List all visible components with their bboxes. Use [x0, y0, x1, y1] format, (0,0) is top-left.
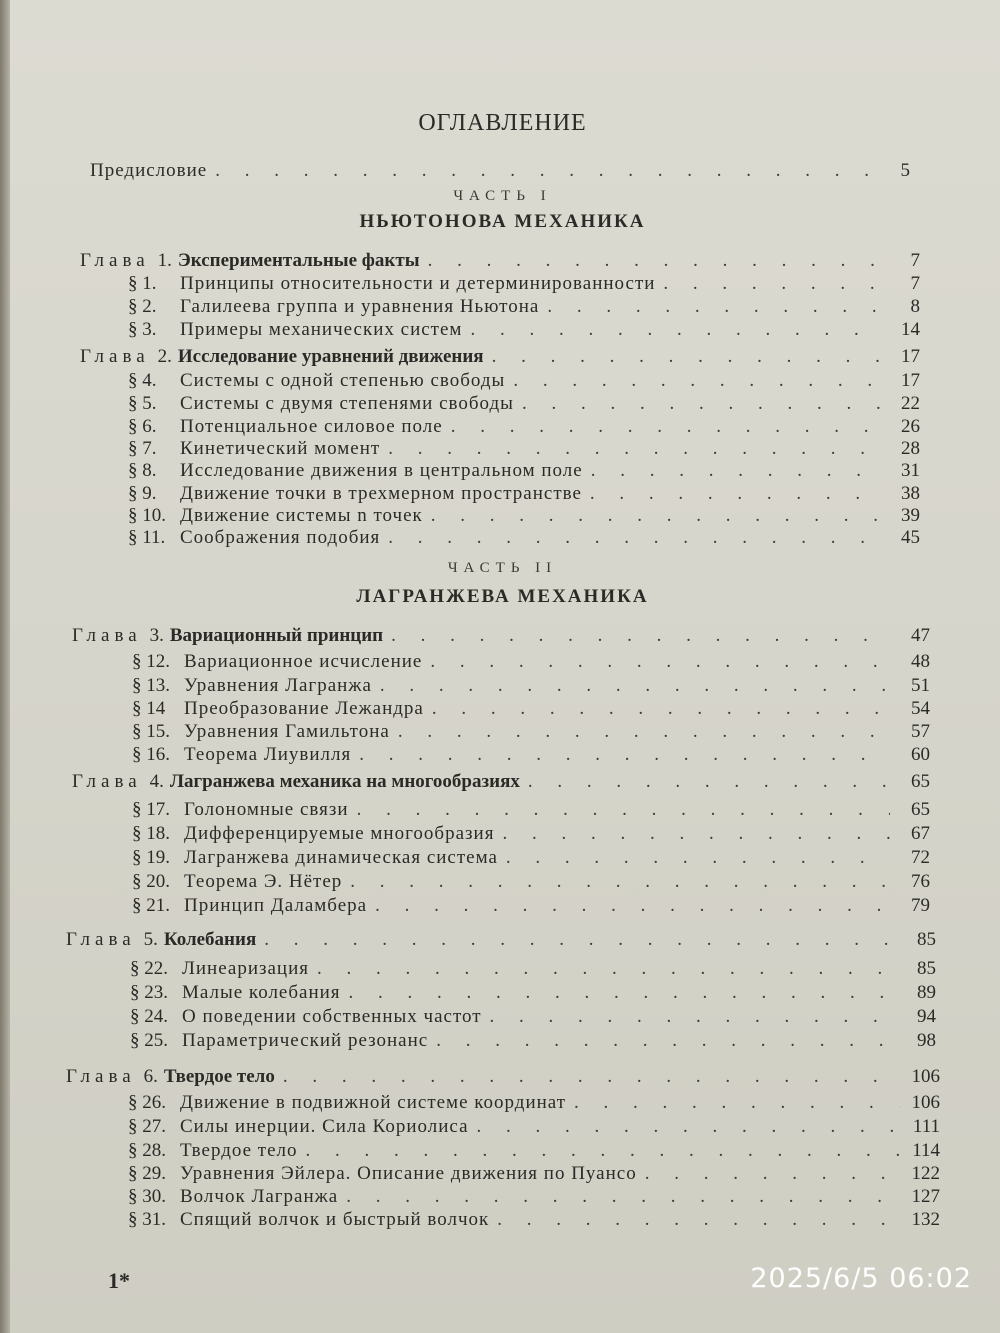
- section-title: Движение системы n точек: [180, 505, 423, 526]
- dot-leader: [215, 160, 870, 182]
- section-row: [132, 871, 930, 893]
- dot-leader: [547, 296, 880, 318]
- chapter-word: Глава: [72, 771, 142, 792]
- section-row: [128, 370, 920, 392]
- chapter-number: 2.: [157, 346, 172, 367]
- page-number: 106: [911, 1092, 940, 1113]
- section-number: § 18.: [132, 823, 170, 844]
- section-number: § 25.: [130, 1030, 168, 1051]
- chapter-word: Глава: [72, 625, 142, 646]
- section-number: § 29.: [128, 1163, 166, 1184]
- section-row: [128, 483, 920, 505]
- section-number: § 2.: [128, 296, 157, 317]
- dot-leader: [431, 505, 880, 527]
- page-number: 122: [911, 1163, 940, 1184]
- section-title: Движение в подвижной системе координат: [180, 1092, 567, 1113]
- section-row: [128, 460, 920, 482]
- chapter-row: [80, 346, 920, 368]
- dot-leader: [492, 346, 880, 368]
- dot-leader: [317, 958, 896, 980]
- chapter-row: [66, 1066, 940, 1088]
- section-row: [132, 721, 930, 743]
- section-title: Голономные связи: [184, 799, 349, 820]
- section-row: [128, 393, 920, 415]
- photo-timestamp: 2025/6/5 06:02: [750, 1263, 972, 1294]
- section-title: Кинетический момент: [180, 438, 381, 459]
- dot-leader: [398, 721, 890, 743]
- section-number: § 1.: [128, 273, 157, 294]
- section-number: § 4.: [128, 370, 157, 391]
- dot-leader: [590, 483, 880, 505]
- section-row: [128, 438, 920, 460]
- section-title: Теорема Лиувилля: [184, 744, 352, 765]
- page-number: 98: [917, 1030, 936, 1051]
- page-number: 57: [911, 721, 930, 742]
- section-title: Исследование движения в центральном поле: [180, 460, 583, 481]
- page-number: 8: [910, 296, 920, 317]
- dot-leader: [350, 871, 890, 893]
- preface-label: Предисловие: [90, 160, 208, 181]
- section-title: О поведении собственных частот: [182, 1006, 482, 1027]
- section-title: Системы с двумя степенями свободы: [180, 393, 514, 414]
- page-number: 14: [901, 319, 920, 340]
- dot-leader: [359, 744, 890, 766]
- section-number: § 14: [132, 698, 166, 719]
- chapter-word: Глава: [66, 1066, 136, 1087]
- section-row: [128, 1116, 940, 1138]
- section-title: Твердое тело: [180, 1140, 298, 1161]
- section-number: § 12.: [132, 651, 170, 672]
- chapter-row: [66, 929, 936, 951]
- chapter-number: 4.: [149, 771, 164, 792]
- section-row: [132, 698, 930, 720]
- chapter-word: Глава: [66, 929, 136, 950]
- section-number: § 21.: [132, 895, 170, 916]
- dot-leader: [380, 675, 890, 697]
- chapter-title: Колебания: [163, 929, 257, 950]
- chapter-number: 5.: [143, 929, 158, 950]
- preface-row: [90, 160, 910, 182]
- page-number: 26: [901, 416, 920, 437]
- section-row: [132, 895, 930, 917]
- section-title: Уравнения Гамильтона: [184, 721, 390, 742]
- section-title: Принцип Даламбера: [184, 895, 368, 916]
- chapter-row: [72, 625, 930, 647]
- page-number: 106: [911, 1066, 940, 1087]
- chapter-row: [80, 250, 920, 272]
- dot-leader: [346, 1186, 900, 1208]
- page-number: 85: [917, 958, 936, 979]
- page-number: 31: [901, 460, 920, 481]
- section-number: § 8.: [128, 460, 157, 481]
- section-row: [132, 744, 930, 766]
- page-number: 39: [901, 505, 920, 526]
- section-row: [128, 319, 920, 341]
- section-number: § 7.: [128, 438, 157, 459]
- page-title: ОГЛАВЛЕНИЕ: [418, 110, 587, 136]
- part-name: НЬЮТОНОВА МЕХАНИКА: [359, 211, 646, 232]
- section-number: § 22.: [130, 958, 168, 979]
- dot-leader: [432, 698, 890, 720]
- section-number: § 23.: [130, 982, 168, 1003]
- section-number: § 5.: [128, 393, 157, 414]
- section-title: Теорема Э. Нётер: [184, 871, 343, 892]
- page-number: 111: [912, 1116, 940, 1137]
- dot-leader: [490, 1006, 896, 1028]
- section-row: [128, 1186, 940, 1208]
- page-left-edge: [0, 0, 10, 1333]
- page-number: 132: [911, 1209, 940, 1230]
- section-number: § 26.: [128, 1092, 166, 1113]
- section-row: [132, 847, 930, 869]
- section-title: Дифференцируемые многообразия: [184, 823, 495, 844]
- page-number: 7: [910, 273, 920, 294]
- page-number: 38: [901, 483, 920, 504]
- page-number: 65: [911, 799, 930, 820]
- dot-leader: [506, 847, 890, 869]
- section-number: § 17.: [132, 799, 170, 820]
- section-number: § 16.: [132, 744, 170, 765]
- chapter-number: 3.: [149, 625, 164, 646]
- section-row: [128, 416, 920, 438]
- section-number: § 19.: [132, 847, 170, 868]
- dot-leader: [375, 895, 890, 917]
- dot-leader: [470, 319, 880, 341]
- dot-leader: [502, 823, 890, 845]
- page-number: 51: [911, 675, 930, 696]
- page-number: 17: [901, 370, 920, 391]
- chapter-word: Глава: [80, 346, 150, 367]
- dot-leader: [591, 460, 880, 482]
- page-number: 67: [911, 823, 930, 844]
- chapter-title: Твердое тело: [163, 1066, 275, 1087]
- section-number: § 24.: [130, 1006, 168, 1027]
- dot-leader: [436, 1030, 896, 1052]
- dot-leader: [451, 416, 880, 438]
- chapter-title: Исследование уравнений движения: [177, 346, 484, 367]
- section-number: § 9.: [128, 483, 157, 504]
- section-row: [132, 675, 930, 697]
- dot-leader: [522, 393, 880, 415]
- section-row: [130, 958, 936, 980]
- page-number: 89: [917, 982, 936, 1003]
- part-label: ЧАСТЬ II: [447, 560, 558, 576]
- section-row: [128, 505, 920, 527]
- section-title: Принципы относительности и детерминированности: [180, 273, 656, 294]
- chapter-word: Глава: [80, 250, 150, 271]
- section-row: [128, 1163, 940, 1185]
- page-number: 72: [911, 847, 930, 868]
- section-title: Параметрический резонанс: [182, 1030, 429, 1051]
- dot-leader: [663, 273, 880, 295]
- section-title: Движение точки в трехмерном пространстве: [180, 483, 582, 504]
- section-title: Соображения подобия: [180, 527, 381, 548]
- dot-leader: [388, 527, 880, 549]
- dot-leader: [497, 1209, 900, 1231]
- section-row: [128, 296, 920, 318]
- page-number: 60: [911, 744, 930, 765]
- section-number: § 20.: [132, 871, 170, 892]
- part-label: ЧАСТЬ I: [453, 188, 552, 204]
- page-number: 47: [911, 625, 930, 646]
- section-row: [128, 1140, 940, 1162]
- page-number: 94: [917, 1006, 936, 1027]
- dot-leader: [513, 370, 880, 392]
- section-row: [130, 982, 936, 1004]
- section-row: [132, 823, 930, 845]
- dot-leader: [388, 438, 880, 460]
- section-title: Спящий волчок и быстрый волчок: [180, 1209, 490, 1230]
- chapter-number: 6.: [143, 1066, 158, 1087]
- page-number: 127: [911, 1186, 940, 1207]
- page-number: 76: [911, 871, 930, 892]
- chapter-title: Лагранжева механика на многообразиях: [169, 771, 520, 792]
- section-number: § 6.: [128, 416, 157, 437]
- dot-leader: [357, 799, 890, 821]
- section-title: Волчок Лагранжа: [180, 1186, 339, 1207]
- dot-leader: [264, 929, 896, 951]
- chapter-title: Экспериментальные факты: [177, 250, 420, 271]
- section-title: Системы с одной степенью свободы: [180, 370, 506, 391]
- section-number: § 27.: [128, 1116, 166, 1137]
- section-row: [128, 273, 920, 295]
- section-row: [128, 1092, 940, 1114]
- section-title: Галилеева группа и уравнения Ньютона: [180, 296, 540, 317]
- page-number: 85: [917, 929, 936, 950]
- chapter-title: Вариационный принцип: [169, 625, 384, 646]
- dot-leader: [391, 625, 890, 647]
- dot-leader: [528, 771, 890, 793]
- dot-leader: [428, 250, 880, 272]
- page-number: 7: [910, 250, 920, 271]
- section-title: Примеры механических систем: [180, 319, 463, 340]
- section-row: [130, 1030, 936, 1052]
- page-number: 22: [901, 393, 920, 414]
- dot-leader: [349, 982, 896, 1004]
- page-number: 114: [912, 1140, 940, 1161]
- section-number: § 11.: [128, 527, 166, 548]
- section-number: § 13.: [132, 675, 170, 696]
- chapter-number: 1.: [157, 250, 172, 271]
- section-number: § 30.: [128, 1186, 166, 1207]
- page-number: 5: [900, 160, 910, 181]
- page-number: 45: [901, 527, 920, 548]
- section-title: Вариационное исчисление: [184, 651, 423, 672]
- section-title: Потенциальное силовое поле: [180, 416, 443, 437]
- section-number: § 3.: [128, 319, 157, 340]
- section-row: [128, 1209, 940, 1231]
- section-row: [132, 799, 930, 821]
- page-number: 54: [911, 698, 930, 719]
- signature-mark: 1*: [108, 1268, 130, 1293]
- section-title: Лагранжева динамическая система: [184, 847, 498, 868]
- section-number: § 15.: [132, 721, 170, 742]
- dot-leader: [306, 1140, 900, 1162]
- section-title: Уравнения Лагранжа: [184, 675, 372, 696]
- section-title: Уравнения Эйлера. Описание движения по Пуансо: [180, 1163, 637, 1184]
- dot-leader: [574, 1092, 900, 1114]
- section-number: § 10.: [128, 505, 166, 526]
- page-number: 28: [901, 438, 920, 459]
- page-number: 48: [911, 651, 930, 672]
- page-number: 79: [911, 895, 930, 916]
- page-number: 65: [911, 771, 930, 792]
- chapter-row: [72, 771, 930, 793]
- section-row: [130, 1006, 936, 1028]
- dot-leader: [283, 1066, 900, 1088]
- section-number: § 31.: [128, 1209, 166, 1230]
- page-number: 17: [901, 346, 920, 367]
- section-row: [128, 527, 920, 549]
- dot-leader: [645, 1163, 900, 1185]
- section-title: Малые колебания: [182, 982, 341, 1003]
- section-title: Линеаризация: [182, 958, 310, 979]
- dot-leader: [477, 1116, 900, 1138]
- part-name: ЛАГРАНЖЕВА МЕХАНИКА: [356, 586, 649, 607]
- section-title: Преобразование Лежандра: [184, 698, 424, 719]
- dot-leader: [430, 651, 890, 673]
- section-number: § 28.: [128, 1140, 166, 1161]
- section-title: Силы инерции. Сила Кориолиса: [180, 1116, 469, 1137]
- book-page: [10, 0, 1000, 1333]
- section-row: [132, 651, 930, 673]
